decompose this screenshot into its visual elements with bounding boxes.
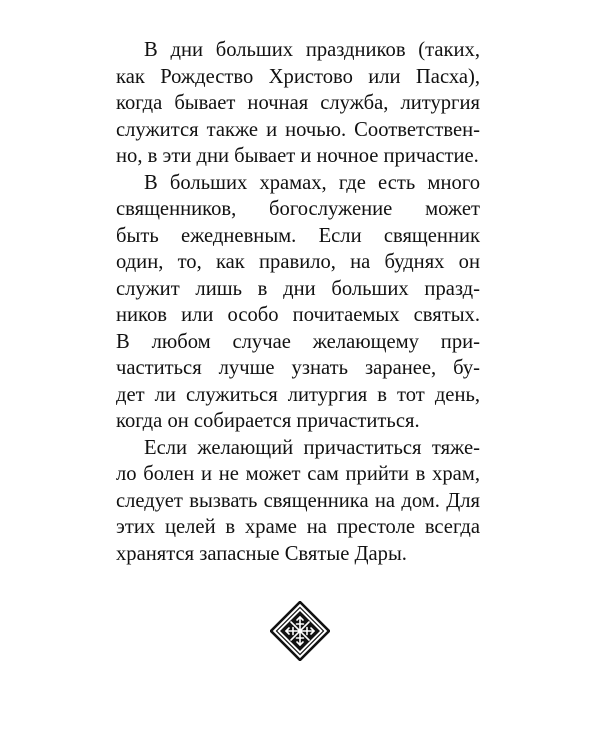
text-line: быть ежедневным. Если священник <box>116 224 480 247</box>
text-line: один, то, как правило, на буднях он <box>116 251 480 273</box>
text-line: В больших храмах, где есть много <box>144 171 480 194</box>
text-line: когда бывает ночная служба, литургия <box>116 92 480 114</box>
text-line: В любом случае желающему при- <box>116 330 480 353</box>
text-line: служится также и ночью. Соответствен- <box>116 118 480 141</box>
paragraph-2 <box>116 170 480 435</box>
diamond-ornament-icon <box>270 601 330 661</box>
text-line: когда он собирается причаститься. <box>116 410 420 432</box>
body-text <box>116 37 480 567</box>
paragraph-3 <box>116 435 480 568</box>
text-line: дет ли служиться литургия в тот день, <box>116 383 480 406</box>
text-line: Если желающий причаститься тяже- <box>144 436 480 459</box>
text-line: этих целей в храме на престоле всегда <box>116 516 480 538</box>
text-line: как Рождество Христово или Пасха), <box>116 65 480 88</box>
text-line: следует вызвать священника на дом. Для <box>116 489 480 512</box>
text-line: ников или особо почитаемых святых. <box>116 304 480 326</box>
text-line: служит лишь в дни больших празд- <box>116 277 480 300</box>
text-line: ло болен и не может сам прийти в храм, <box>116 463 480 485</box>
text-line: хранятся запасные Святые Дары. <box>116 542 407 565</box>
text-line: В дни больших праздников (таких, <box>144 39 480 61</box>
text-line: частиться лучше узнать заранее, бу- <box>116 357 480 379</box>
text-line: священников, богослужение может <box>116 198 480 220</box>
paragraph-1 <box>116 37 480 170</box>
text-line: но, в эти дни бывает и ночное причастие. <box>116 145 479 167</box>
